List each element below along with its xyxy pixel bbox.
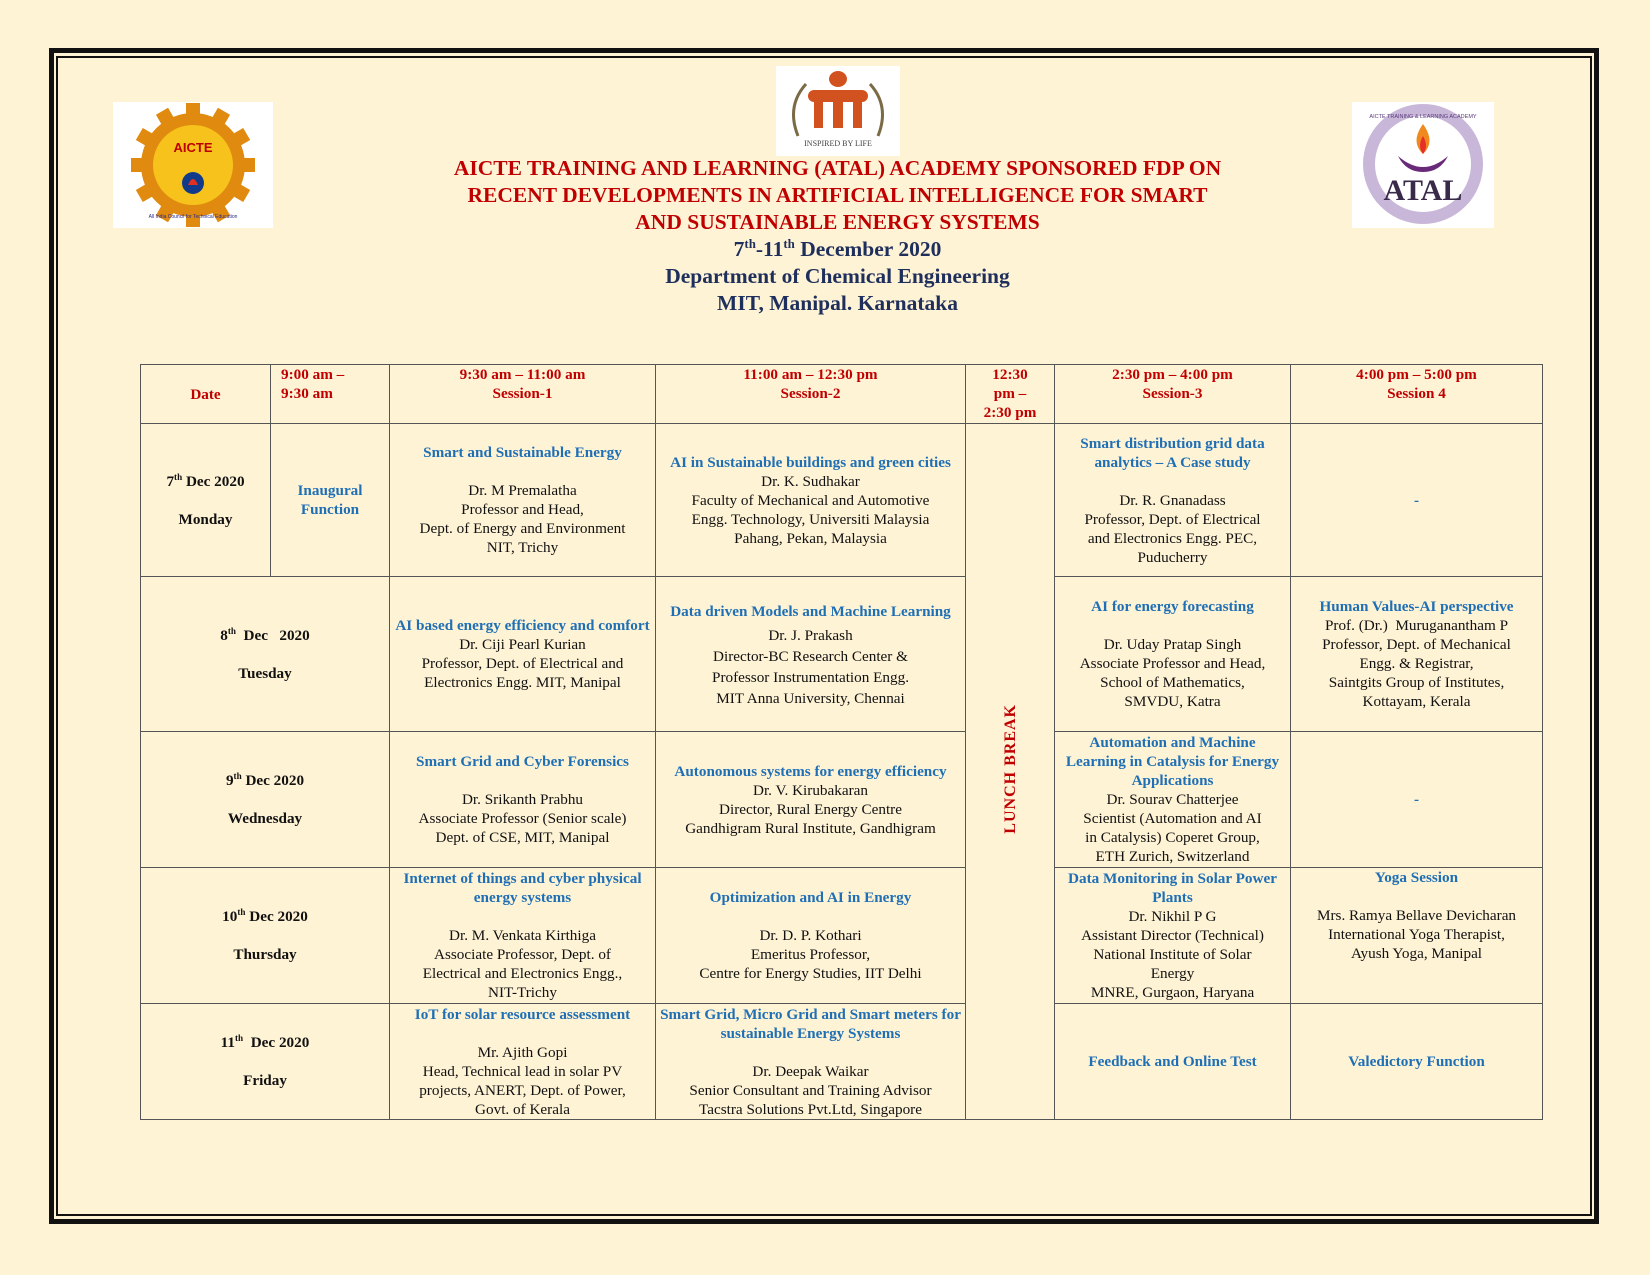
atal-logo-text: ATAL <box>1383 174 1463 207</box>
date-cell: 9th Dec 2020 Wednesday <box>141 732 390 868</box>
aicte-logo-ring-text: All India Council for Technical Education <box>148 214 238 220</box>
col-lunch: 12:30 pm – 2:30 pm <box>966 365 1055 424</box>
date-cell: 7th Dec 2020 Monday <box>141 424 271 577</box>
session-cell: Internet of things and cyber physical energy systems Dr. M. Venkata Kirthiga Associate Professor, Dept. of Electrical and Electronics Engg., NIT-Trichy <box>390 868 656 1004</box>
session-cell: Smart Grid, Micro Grid and Smart meters for sustainable Energy Systems Dr. Deepak Waikar Senior Consultant and Training Advisor Tacstra Solutions Pvt.Ltd, Singapore <box>656 1004 966 1120</box>
aicte-logo-text: AICTE <box>173 140 213 155</box>
mit-manipal-logo <box>776 66 900 156</box>
col-session2: 11:00 am – 12:30 pm Session-2 <box>656 365 966 424</box>
col-date: Date <box>141 365 271 424</box>
session-cell: Data driven Models and Machine Learning Dr. J. Prakash Director-BC Research Center & Professor Instrumentation Engg. MIT Anna University, Chennai <box>656 577 966 732</box>
col-session1: 9:30 am – 11:00 am Session-1 <box>390 365 656 424</box>
table-row <box>141 868 1543 1004</box>
session-cell: AI in Sustainable buildings and green cities Dr. K. Sudhakar Faculty of Mechanical and Automotive Engg. Technology, Universiti Malaysia Pahang, Pekan, Malaysia <box>656 424 966 577</box>
session-cell: Data Monitoring in Solar Power Plants Dr. Nikhil P G Assistant Director (Technical) National Institute of Solar Energy MNRE, Gurgaon, Haryana <box>1055 868 1291 1004</box>
table-row <box>141 577 1543 732</box>
inaugural-cell: Inaugural Function <box>271 424 390 577</box>
col-session3: 2:30 pm – 4:00 pm Session-3 <box>1055 365 1291 424</box>
session-cell: Smart Grid and Cyber Forensics Dr. Srikanth Prabhu Associate Professor (Senior scale) Dept. of CSE, MIT, Manipal <box>390 732 656 868</box>
date-rest: December 2020 <box>794 237 942 261</box>
date-start: 7 <box>733 237 745 261</box>
date-cell: 10th Dec 2020 Thursday <box>141 868 390 1004</box>
table-row <box>141 1004 1543 1120</box>
date-end-sup: th <box>783 236 795 251</box>
date-cell: 8th Dec 2020 Tuesday <box>141 577 390 732</box>
table-row <box>141 732 1543 868</box>
title-line-2: RECENT DEVELOPMENTS IN ARTIFICIAL INTELLIGENCE FOR SMART <box>467 183 1208 207</box>
session-cell: Smart and Sustainable Energy Dr. M Premalatha Professor and Head, Dept. of Energy and Environment NIT, Trichy <box>390 424 656 577</box>
title-line-3: AND SUSTAINABLE ENERGY SYSTEMS <box>635 210 1040 234</box>
col-session4: 4:00 pm – 5:00 pm Session 4 <box>1291 365 1543 424</box>
session-cell: Valedictory Function <box>1291 1004 1543 1120</box>
mit-logo-text: INSPIRED BY LIFE <box>804 139 872 148</box>
date-cell: 11th Dec 2020 Friday <box>141 1004 390 1120</box>
session-cell: AI based energy efficiency and comfort Dr. Ciji Pearl Kurian Professor, Dept. of Electrical and Electronics Engg. MIT, Manipal <box>390 577 656 732</box>
col-slot0: 9:00 am – 9:30 am <box>271 365 390 424</box>
atal-logo <box>1352 102 1494 228</box>
event-dates <box>400 236 1275 263</box>
lunch-break-cell <box>966 424 1055 1120</box>
session-cell: Smart distribution grid data analytics – A Case study Dr. R. Gnanadass Professor, Dept. of Electrical and Electronics Engg. PEC, Puducherry <box>1055 424 1291 577</box>
session-cell: Human Values-AI perspective Prof. (Dr.) Muruganantham P Professor, Dept. of Mechanical Engg. & Registrar, Saintgits Group of Institutes, Kottayam, Kerala <box>1291 577 1543 732</box>
session-cell: AI for energy forecasting Dr. Uday Pratap Singh Associate Professor and Head, School of Mathematics, SMVDU, Katra <box>1055 577 1291 732</box>
session-cell: Optimization and AI in Energy Dr. D. P. Kothari Emeritus Professor, Centre for Energy Studies, IIT Delhi <box>656 868 966 1004</box>
aicte-logo <box>113 102 273 228</box>
department: Department of Chemical Engineering <box>665 264 1010 288</box>
page-header <box>400 155 1275 317</box>
session-cell: Yoga Session Mrs. Ramya Bellave Devicharan International Yoga Therapist, Ayush Yoga, Manipal <box>1291 868 1543 1004</box>
date-start-sup: th <box>744 236 756 251</box>
header-row <box>141 365 1543 424</box>
lunch-break-label: LUNCH BREAK <box>1001 704 1019 834</box>
session-cell: Automation and Machine Learning in Catalysis for Energy Applications Dr. Sourav Chatterjee Scientist (Automation and AI in Catalysis) Coperet Group, ETH Zurich, Switzerland <box>1055 732 1291 868</box>
title-line-1: AICTE TRAINING AND LEARNING (ATAL) ACADEMY SPONSORED FDP ON <box>453 156 1222 180</box>
table-row <box>141 424 1543 577</box>
session-cell: Autonomous systems for energy efficiency Dr. V. Kirubakaran Director, Rural Energy Centre Gandhigram Rural Institute, Gandhigram <box>656 732 966 868</box>
session-cell: - <box>1291 732 1543 868</box>
session-cell: IoT for solar resource assessment Mr. Ajith Gopi Head, Technical lead in solar PV projects, ANERT, Dept. of Power, Govt. of Kerala <box>390 1004 656 1120</box>
institute: MIT, Manipal. Karnataka <box>717 291 958 315</box>
schedule-table <box>140 364 1543 1120</box>
session-cell: Feedback and Online Test <box>1055 1004 1291 1120</box>
date-sep: -11 <box>755 237 784 261</box>
session-cell: - <box>1291 424 1543 577</box>
atal-logo-ring-text: AICTE TRAINING & LEARNING ACADEMY <box>1369 114 1477 120</box>
